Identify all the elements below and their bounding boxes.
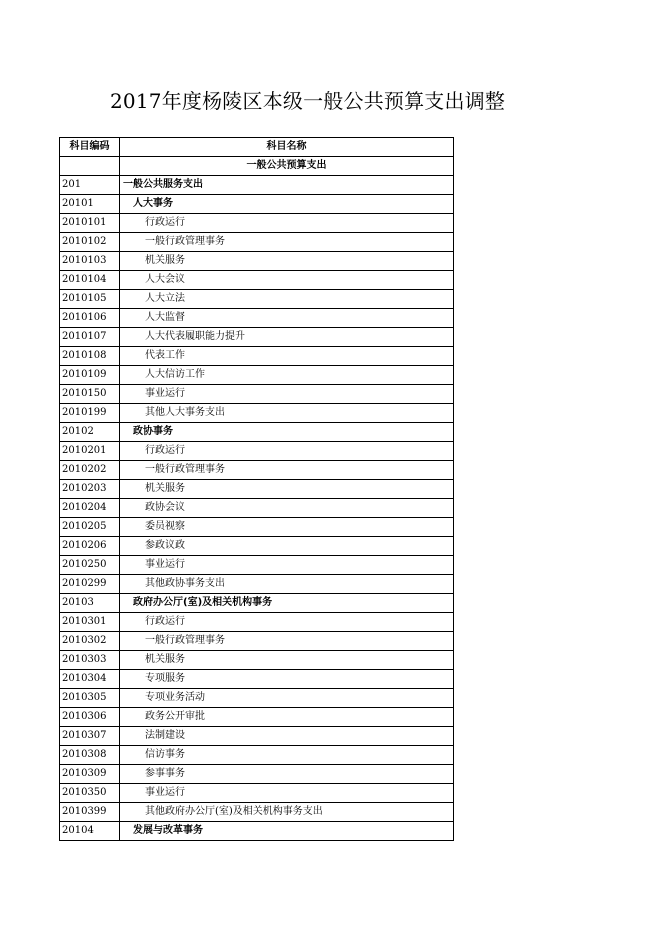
row-name: 一般公共服务支出 xyxy=(120,176,454,195)
row-code: 2010101 xyxy=(60,214,120,233)
table-row xyxy=(60,271,454,290)
row-code: 20101 xyxy=(60,195,120,214)
table-row xyxy=(60,765,454,784)
row-name: 一般行政管理事务 xyxy=(120,632,454,651)
row-code: 2010305 xyxy=(60,689,120,708)
row-code: 2010309 xyxy=(60,765,120,784)
section-row xyxy=(60,157,454,176)
table-row xyxy=(60,613,454,632)
table-row xyxy=(60,423,454,442)
row-name: 机关服务 xyxy=(120,252,454,271)
row-code: 2010302 xyxy=(60,632,120,651)
row-code: 20104 xyxy=(60,822,120,841)
table-row xyxy=(60,575,454,594)
page-title: 2017年度杨陵区本级一般公共预算支出调整 xyxy=(110,89,506,113)
table-row xyxy=(60,328,454,347)
table-row xyxy=(60,404,454,423)
table-row xyxy=(60,480,454,499)
row-code: 2010307 xyxy=(60,727,120,746)
table-row xyxy=(60,670,454,689)
row-code: 2010308 xyxy=(60,746,120,765)
row-code: 2010202 xyxy=(60,461,120,480)
row-name: 政协会议 xyxy=(120,499,454,518)
table-row xyxy=(60,784,454,803)
table-row xyxy=(60,214,454,233)
row-name: 行政运行 xyxy=(120,214,454,233)
row-name: 人大会议 xyxy=(120,271,454,290)
row-name: 委员视察 xyxy=(120,518,454,537)
budget-table xyxy=(59,137,454,841)
row-name: 事业运行 xyxy=(120,784,454,803)
row-code: 2010206 xyxy=(60,537,120,556)
row-code: 2010350 xyxy=(60,784,120,803)
row-name: 专项业务活动 xyxy=(120,689,454,708)
row-code: 20102 xyxy=(60,423,120,442)
row-name: 法制建设 xyxy=(120,727,454,746)
table-row xyxy=(60,195,454,214)
header-name: 科目名称 xyxy=(120,138,454,157)
row-code: 2010201 xyxy=(60,442,120,461)
header-code: 科目编码 xyxy=(60,138,120,157)
row-name: 政务公开审批 xyxy=(120,708,454,727)
row-name: 其他政协事务支出 xyxy=(120,575,454,594)
row-code: 20103 xyxy=(60,594,120,613)
row-name: 一般行政管理事务 xyxy=(120,233,454,252)
table-row xyxy=(60,442,454,461)
row-name: 参政议政 xyxy=(120,537,454,556)
row-code: 2010204 xyxy=(60,499,120,518)
row-code: 2010304 xyxy=(60,670,120,689)
row-code: 2010205 xyxy=(60,518,120,537)
table-row xyxy=(60,803,454,822)
row-code: 2010250 xyxy=(60,556,120,575)
row-name: 机关服务 xyxy=(120,480,454,499)
row-name: 行政运行 xyxy=(120,613,454,632)
row-name: 人大信访工作 xyxy=(120,366,454,385)
row-name: 人大监督 xyxy=(120,309,454,328)
row-code: 2010104 xyxy=(60,271,120,290)
row-code: 2010109 xyxy=(60,366,120,385)
row-name: 其他政府办公厅(室)及相关机构事务支出 xyxy=(120,803,454,822)
row-name: 人大代表履职能力提升 xyxy=(120,328,454,347)
table-row xyxy=(60,537,454,556)
table-row xyxy=(60,708,454,727)
row-code: 2010105 xyxy=(60,290,120,309)
row-name: 代表工作 xyxy=(120,347,454,366)
table-row xyxy=(60,347,454,366)
table-row xyxy=(60,461,454,480)
table-row xyxy=(60,385,454,404)
table-row xyxy=(60,822,454,841)
row-code: 2010399 xyxy=(60,803,120,822)
table-row xyxy=(60,366,454,385)
row-name: 行政运行 xyxy=(120,442,454,461)
row-name: 发展与改革事务 xyxy=(120,822,454,841)
row-name: 人大立法 xyxy=(120,290,454,309)
row-code: 2010103 xyxy=(60,252,120,271)
table-row xyxy=(60,309,454,328)
row-code: 2010150 xyxy=(60,385,120,404)
row-code: 2010301 xyxy=(60,613,120,632)
table-row xyxy=(60,233,454,252)
row-name: 机关服务 xyxy=(120,651,454,670)
table-header-row xyxy=(60,138,454,157)
table-row xyxy=(60,727,454,746)
row-name: 事业运行 xyxy=(120,385,454,404)
row-name: 专项服务 xyxy=(120,670,454,689)
row-code: 2010199 xyxy=(60,404,120,423)
table-row xyxy=(60,176,454,195)
row-name: 政府办公厅(室)及相关机构事务 xyxy=(120,594,454,613)
table-row xyxy=(60,651,454,670)
section-code-cell xyxy=(60,157,120,176)
row-code: 2010203 xyxy=(60,480,120,499)
row-code: 2010299 xyxy=(60,575,120,594)
row-code: 2010108 xyxy=(60,347,120,366)
row-name: 信访事务 xyxy=(120,746,454,765)
row-code: 201 xyxy=(60,176,120,195)
row-name: 参事事务 xyxy=(120,765,454,784)
table-row xyxy=(60,594,454,613)
row-code: 2010303 xyxy=(60,651,120,670)
table-row xyxy=(60,746,454,765)
section-title: 一般公共预算支出 xyxy=(120,157,454,176)
row-name: 一般行政管理事务 xyxy=(120,461,454,480)
table-row xyxy=(60,632,454,651)
row-name: 政协事务 xyxy=(120,423,454,442)
row-name: 事业运行 xyxy=(120,556,454,575)
row-code: 2010106 xyxy=(60,309,120,328)
row-name: 其他人大事务支出 xyxy=(120,404,454,423)
table-row xyxy=(60,290,454,309)
row-name: 人大事务 xyxy=(120,195,454,214)
table-row xyxy=(60,499,454,518)
table-row xyxy=(60,556,454,575)
table-row xyxy=(60,689,454,708)
row-code: 2010107 xyxy=(60,328,120,347)
table-row xyxy=(60,518,454,537)
row-code: 2010102 xyxy=(60,233,120,252)
table-row xyxy=(60,252,454,271)
row-code: 2010306 xyxy=(60,708,120,727)
